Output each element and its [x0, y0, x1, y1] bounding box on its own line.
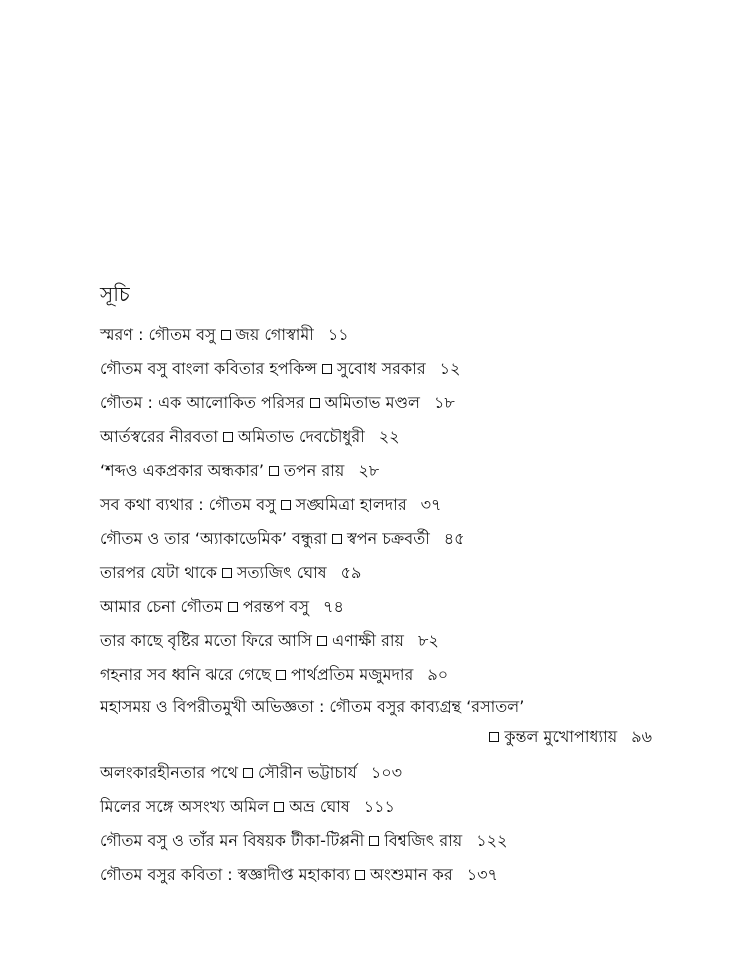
- entry-page-number: ৯৬: [631, 727, 652, 746]
- separator-square-icon: [276, 670, 286, 680]
- entry-page-number: ৮২: [417, 631, 439, 650]
- separator-square-icon: [322, 364, 332, 374]
- entry-title: স্মরণ : গৌতম বসু: [100, 325, 216, 344]
- separator-square-icon: [281, 500, 291, 510]
- entry-title: গৌতম বসুর কবিতা : স্বজ্ঞাদীপ্ত মহাকাব্য: [100, 865, 350, 884]
- separator-square-icon: [317, 636, 327, 646]
- toc-entry: [100, 790, 660, 824]
- toc-entry: [100, 624, 660, 658]
- entry-author-line: [100, 722, 660, 752]
- entry-author: তপন রায়: [283, 461, 345, 480]
- entry-author: বিশ্বজিৎ রায়: [384, 831, 463, 850]
- entry-author: কুন্তল মুখোপাধ্যায়: [504, 727, 618, 746]
- separator-square-icon: [228, 602, 238, 612]
- toc-entry: [100, 522, 660, 556]
- separator-square-icon: [223, 432, 233, 442]
- entry-author: এণাক্ষী রায়: [331, 631, 404, 650]
- separator-square-icon: [355, 870, 365, 880]
- entry-title: গৌতম ও তার ‘অ্যাকাডেমিক’ বন্ধুরা: [100, 529, 328, 548]
- toc-entry: [100, 824, 660, 858]
- entry-title: অলংকারহীনতার পথে: [100, 763, 239, 782]
- toc-entry: [100, 420, 660, 454]
- toc-entry: [100, 454, 660, 488]
- toc-entry: [100, 318, 660, 352]
- entry-page-number: ১১১: [363, 797, 395, 816]
- entry-page-number: ৪৫: [443, 529, 465, 548]
- entry-author: সৌরীন ভট্টাচার্য: [258, 763, 357, 782]
- entry-author: সুবোধ সরকার: [337, 359, 426, 378]
- entry-title: তার কাছে বৃষ্টির মতো ফিরে আসি: [100, 631, 312, 650]
- entry-page-number: ১৮: [433, 393, 455, 412]
- separator-square-icon: [489, 732, 499, 742]
- toc-entry: [100, 658, 660, 692]
- entry-page-number: ২২: [378, 427, 400, 446]
- entry-author: সঙ্ঘমিত্রা হালদার: [295, 495, 407, 514]
- entry-title: আর্তস্বরের নীরবতা: [100, 427, 219, 446]
- toc-entry: [100, 488, 660, 522]
- table-of-contents: [100, 318, 660, 892]
- entry-title: মহাসময় ও বিপরীতমুখী অভিজ্ঞতা : গৌতম বসুর কাব্যগ্রন্থ ‘রসাতল’: [100, 697, 525, 716]
- entry-author: অভ্র ঘোষ: [289, 797, 350, 816]
- entry-page-number: ১২: [439, 359, 461, 378]
- entry-page-number: ৩৭: [420, 495, 442, 514]
- toc-entry: [100, 858, 660, 892]
- separator-square-icon: [269, 466, 279, 476]
- separator-square-icon: [274, 802, 284, 812]
- separator-square-icon: [222, 568, 232, 578]
- entry-title: তারপর যেটা থাকে: [100, 563, 217, 582]
- entry-title: গহনার সব ধ্বনি ঝরে গেছে: [100, 665, 272, 684]
- toc-entry: [100, 590, 660, 624]
- toc-entry: [100, 756, 660, 790]
- entry-page-number: ১০৩: [370, 763, 403, 782]
- toc-entry: [100, 386, 660, 420]
- entry-page-number: ২৮: [358, 461, 380, 480]
- entry-title: সব কথা ব্যথার : গৌতম বসু: [100, 495, 276, 514]
- entry-page-number: ৯০: [427, 665, 449, 684]
- entry-title: গৌতম বসু বাংলা কবিতার হপকিন্স: [100, 359, 318, 378]
- entry-author: অমিতাভ মণ্ডল: [324, 393, 420, 412]
- toc-entry: [100, 556, 660, 590]
- separator-square-icon: [310, 398, 320, 408]
- entry-author: জয় গোস্বামী: [235, 325, 314, 344]
- entry-page-number: ১২২: [476, 831, 508, 850]
- separator-square-icon: [243, 768, 253, 778]
- entry-title: গৌতম বসু ও তাঁর মন বিষয়ক টীকা-টিপ্পনী: [100, 831, 365, 850]
- entry-author: পরন্তপ বসু: [242, 597, 310, 616]
- entry-author: অমিতাভ দেবচৌধুরী: [238, 427, 365, 446]
- entry-page-number: ৫৯: [340, 563, 362, 582]
- entry-title: আমার চেনা গৌতম: [100, 597, 223, 616]
- entry-page-number: ৭৪: [323, 597, 344, 616]
- entry-page-number: ১৩৭: [466, 865, 498, 884]
- entry-author: পার্থপ্রতিম মজুমদার: [291, 665, 414, 684]
- toc-entry: [100, 352, 660, 386]
- entry-author: অংশুমান কর: [370, 865, 453, 884]
- toc-entry: [100, 692, 660, 756]
- entry-author: স্বপন চক্রবর্তী: [347, 529, 430, 548]
- separator-square-icon: [221, 330, 231, 340]
- entry-title: মিলের সঙ্গে অসংখ্য অমিল: [100, 797, 270, 816]
- separator-square-icon: [369, 836, 379, 846]
- entry-title: গৌতম : এক আলোকিত পরিসর: [100, 393, 305, 412]
- entry-page-number: ১১: [327, 325, 349, 344]
- entry-author: সত্যজিৎ ঘোষ: [236, 563, 327, 582]
- separator-square-icon: [332, 534, 342, 544]
- toc-heading: সূচি: [100, 282, 130, 306]
- entry-title: ‘শব্দও একপ্রকার অন্ধকার’: [100, 461, 264, 480]
